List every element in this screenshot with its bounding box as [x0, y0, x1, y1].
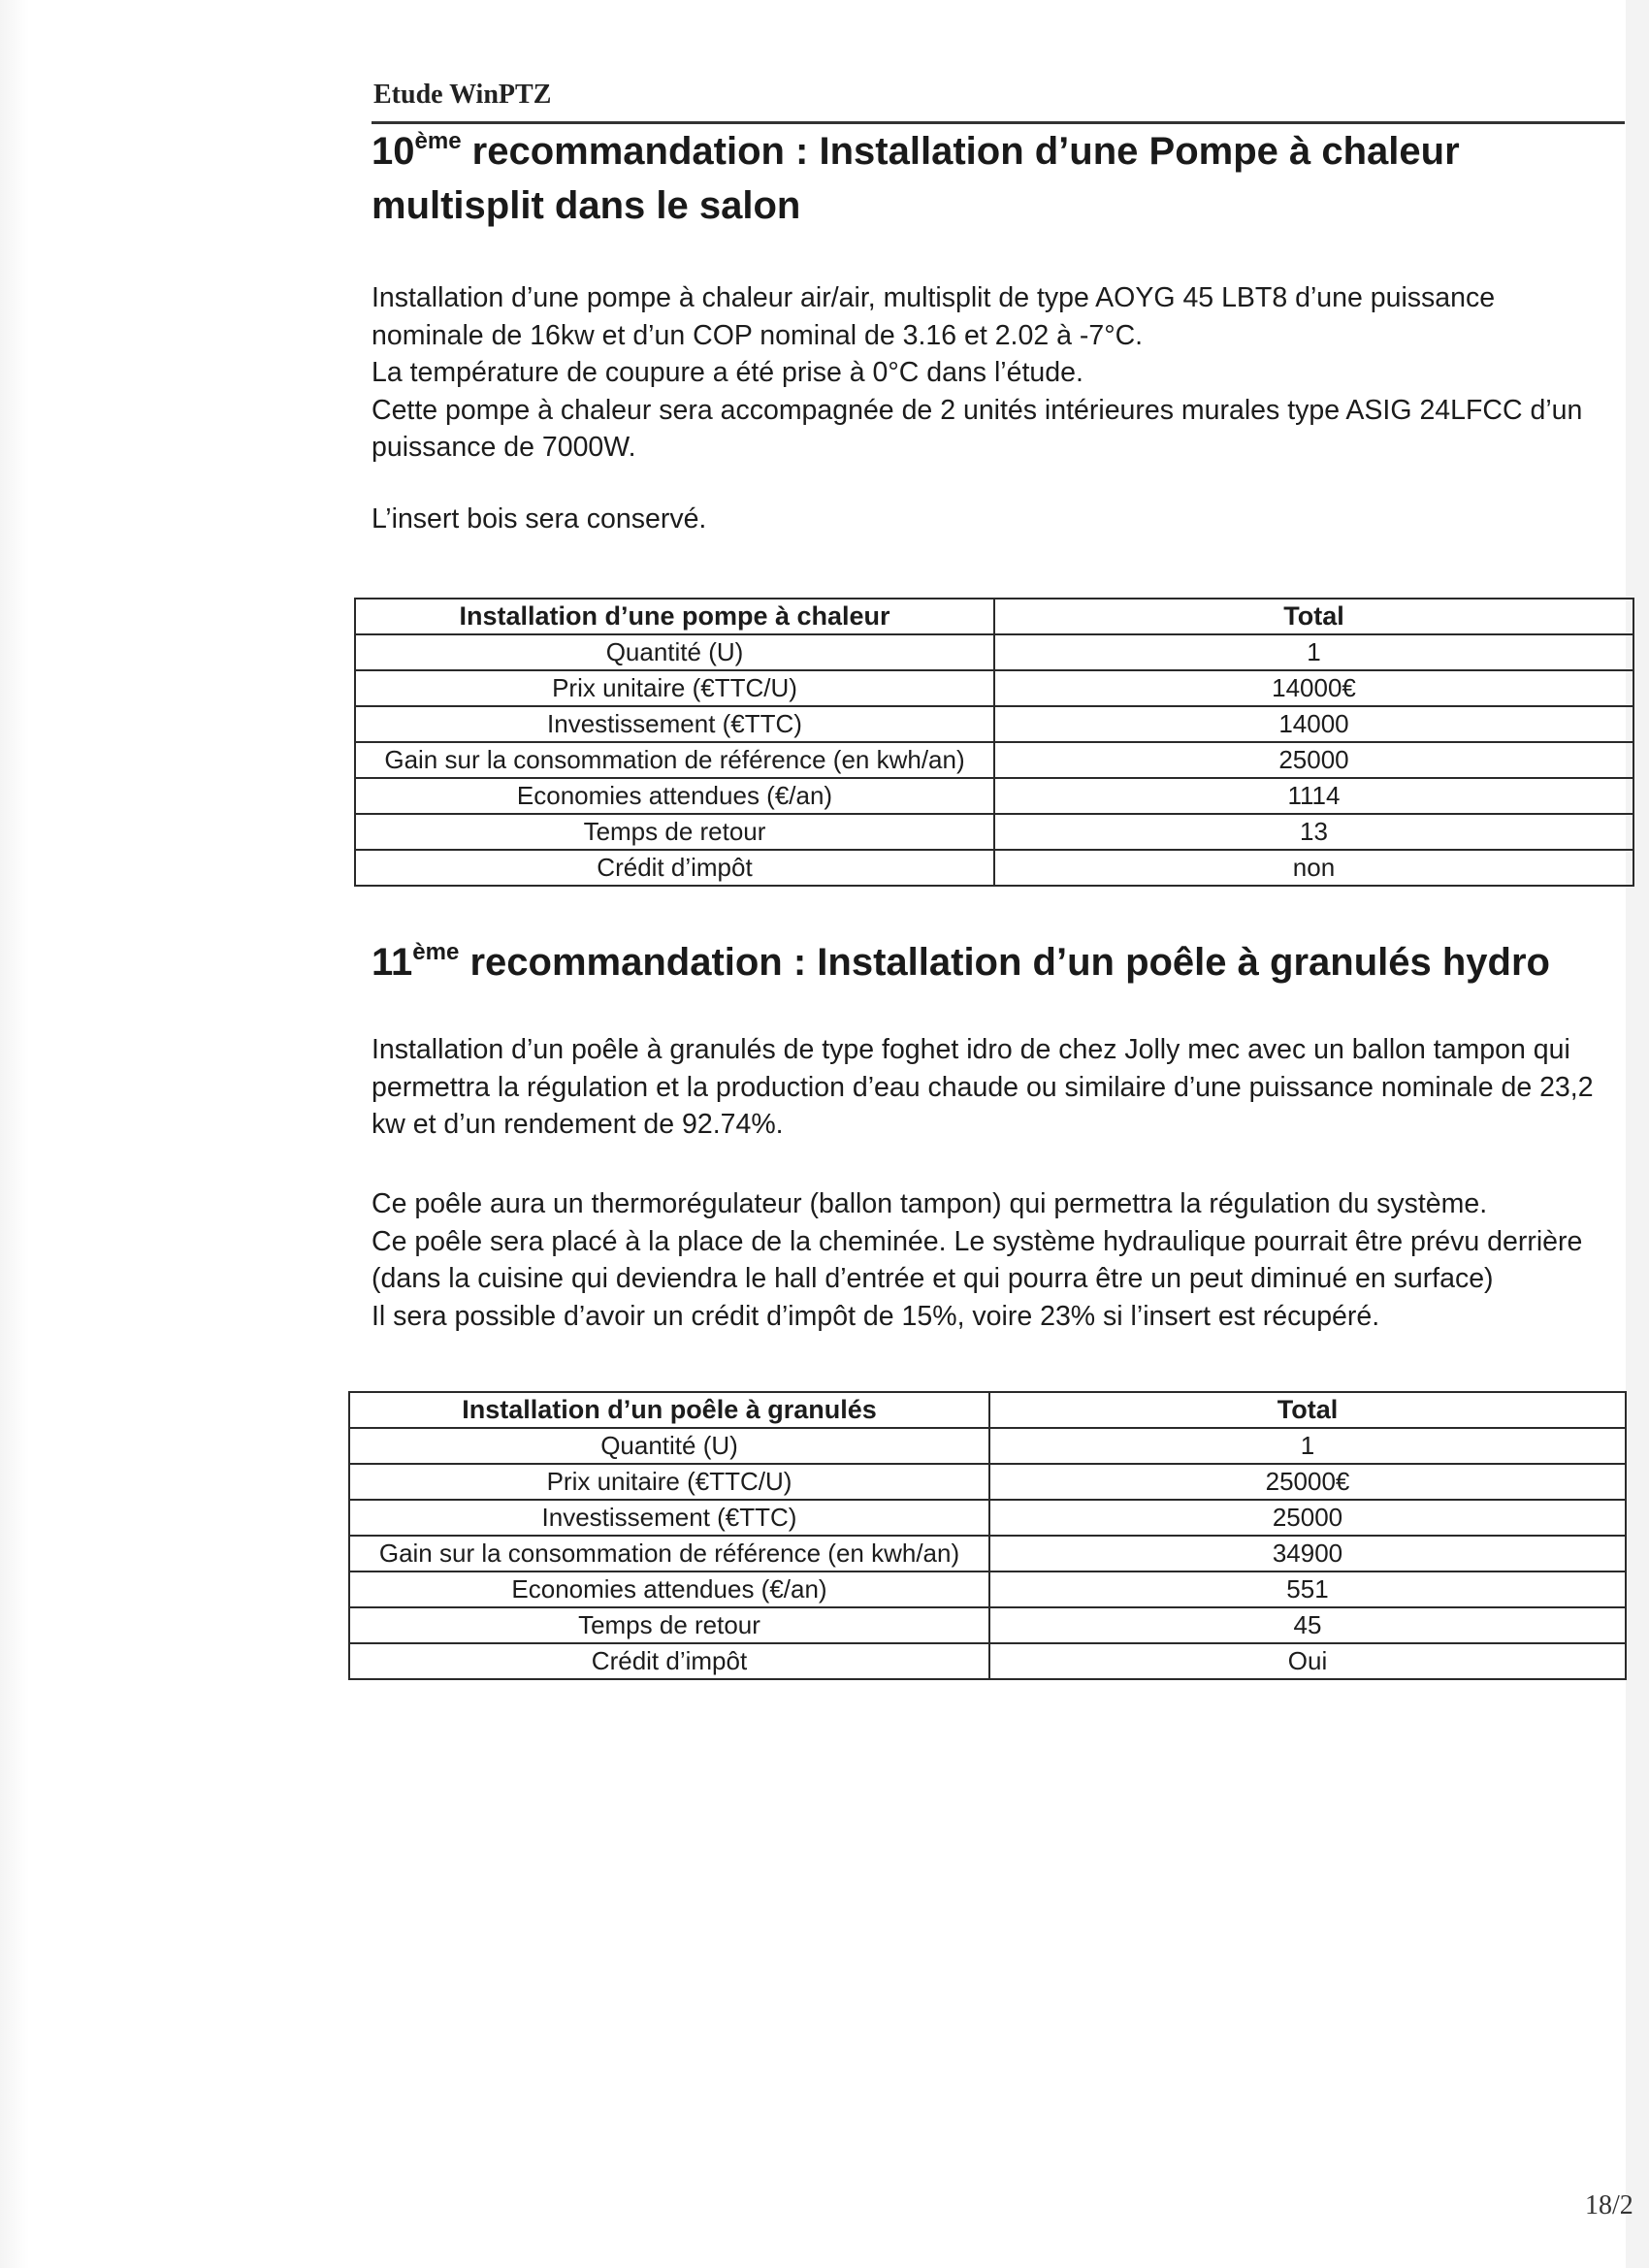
row-label: Temps de retour — [349, 1607, 989, 1643]
rec10-title-line1: recommandation : Installation d’une Pompe à chaleur — [461, 130, 1460, 173]
table-header-label: Installation d’un poêle à granulés — [349, 1392, 989, 1428]
paragraph-line: puissance de 7000W. — [372, 432, 636, 463]
row-value: 34900 — [989, 1536, 1626, 1571]
paragraph-line: permettra la régulation et la production d’eau chaude ou similaire d’une puissance nominale de 23,2 — [372, 1071, 1594, 1103]
rec10-title-line2: multisplit dans le salon — [372, 184, 801, 227]
table-row — [355, 742, 1633, 778]
table-row — [349, 1643, 1626, 1679]
row-value: 551 — [989, 1571, 1626, 1607]
scan-edge-strip — [1626, 0, 1649, 2268]
table-header-total: Total — [994, 599, 1633, 634]
table-header-label: Installation d’une pompe à chaleur — [355, 599, 994, 634]
table-row — [355, 850, 1633, 886]
rec11-ordinal-suffix: ème — [412, 939, 460, 965]
row-label: Gain sur la consommation de référence (en kwh/an) — [355, 742, 994, 778]
rec10-ordinal-suffix: ème — [414, 128, 462, 154]
table-row — [355, 814, 1633, 850]
table-row — [355, 670, 1633, 706]
table-header-total: Total — [989, 1392, 1626, 1428]
table-row — [349, 1536, 1626, 1571]
rec10-heading — [372, 124, 1460, 178]
rec11-paragraph-1 — [372, 1031, 1594, 1144]
table-header-row — [349, 1392, 1626, 1428]
paragraph-line: (dans la cuisine qui deviendra le hall d’entrée et qui pourra être un peut diminué en surface) — [372, 1263, 1494, 1294]
table-row — [349, 1464, 1626, 1500]
rec10-number: 10 — [372, 130, 415, 173]
paragraph-line: Ce poêle aura un thermorégulateur (ballon tampon) qui permettra la régulation du système. — [372, 1188, 1488, 1219]
page-number: 18/2 — [1585, 2190, 1633, 2220]
row-label: Crédit d’impôt — [355, 850, 994, 886]
rec11-title-line1: recommandation : Installation d’un poêle à granulés hydro — [459, 941, 1550, 984]
paragraph-line: nominale de 16kw et d’un COP nominal de 3.16 et 2.02 à -7°C. — [372, 319, 1144, 351]
table-row — [349, 1607, 1626, 1643]
row-value: 13 — [994, 814, 1633, 850]
table-row — [355, 706, 1633, 742]
table-row — [355, 778, 1633, 814]
row-value: 25000 — [994, 742, 1633, 778]
rec10-paragraph — [372, 279, 1582, 467]
table-row — [349, 1571, 1626, 1607]
rec10-note: L’insert bois sera conservé. — [372, 503, 707, 535]
table-row — [355, 634, 1633, 670]
row-label: Crédit d’impôt — [349, 1643, 989, 1679]
row-value: 1 — [989, 1428, 1626, 1464]
rec11-paragraph-2 — [372, 1185, 1582, 1335]
row-value: 45 — [989, 1607, 1626, 1643]
rec11-heading — [372, 935, 1550, 989]
table-header-row — [355, 599, 1633, 634]
row-label: Gain sur la consommation de référence (en kwh/an) — [349, 1536, 989, 1571]
paragraph-line: Il sera possible d’avoir un crédit d’impôt de 15%, voire 23% si l’insert est récupéré. — [372, 1300, 1380, 1332]
rec11-table — [348, 1391, 1627, 1680]
table-row — [349, 1500, 1626, 1536]
paragraph-line: kw et d’un rendement de 92.74%. — [372, 1109, 784, 1140]
row-value: 25000€ — [989, 1464, 1626, 1500]
paragraph-line: Ce poêle sera placé à la place de la cheminée. Le système hydraulique pourrait être prévu derrière — [372, 1225, 1583, 1257]
row-value: 14000 — [994, 706, 1633, 742]
row-label: Investissement (€TTC) — [355, 706, 994, 742]
row-value: 14000€ — [994, 670, 1633, 706]
row-value: 25000 — [989, 1500, 1626, 1536]
row-label: Temps de retour — [355, 814, 994, 850]
paragraph-line: Installation d’un poêle à granulés de type foghet idro de chez Jolly mec avec un ballon tampon qui — [372, 1034, 1570, 1065]
row-value: Oui — [989, 1643, 1626, 1679]
row-value: 1114 — [994, 778, 1633, 814]
paragraph-line: Installation d’une pompe à chaleur air/air, multisplit de type AOYG 45 LBT8 d’une puissance — [372, 282, 1496, 313]
row-label: Economies attendues (€/an) — [355, 778, 994, 814]
row-value: 1 — [994, 634, 1633, 670]
row-label: Economies attendues (€/an) — [349, 1571, 989, 1607]
running-header: Etude WinPTZ — [373, 80, 552, 110]
row-label: Quantité (U) — [349, 1428, 989, 1464]
rec10-table — [354, 598, 1634, 887]
row-label: Prix unitaire (€TTC/U) — [355, 670, 994, 706]
scan-edge-shadow — [0, 0, 29, 2268]
row-label: Prix unitaire (€TTC/U) — [349, 1464, 989, 1500]
row-value: non — [994, 850, 1633, 886]
rec11-number: 11 — [372, 941, 413, 984]
row-label: Quantité (U) — [355, 634, 994, 670]
row-label: Investissement (€TTC) — [349, 1500, 989, 1536]
paragraph-line: La température de coupure a été prise à 0°C dans l’étude. — [372, 357, 1083, 388]
paragraph-line: Cette pompe à chaleur sera accompagnée de 2 unités intérieures murales type ASIG 24LFCC d’un — [372, 394, 1583, 426]
table-row — [349, 1428, 1626, 1464]
